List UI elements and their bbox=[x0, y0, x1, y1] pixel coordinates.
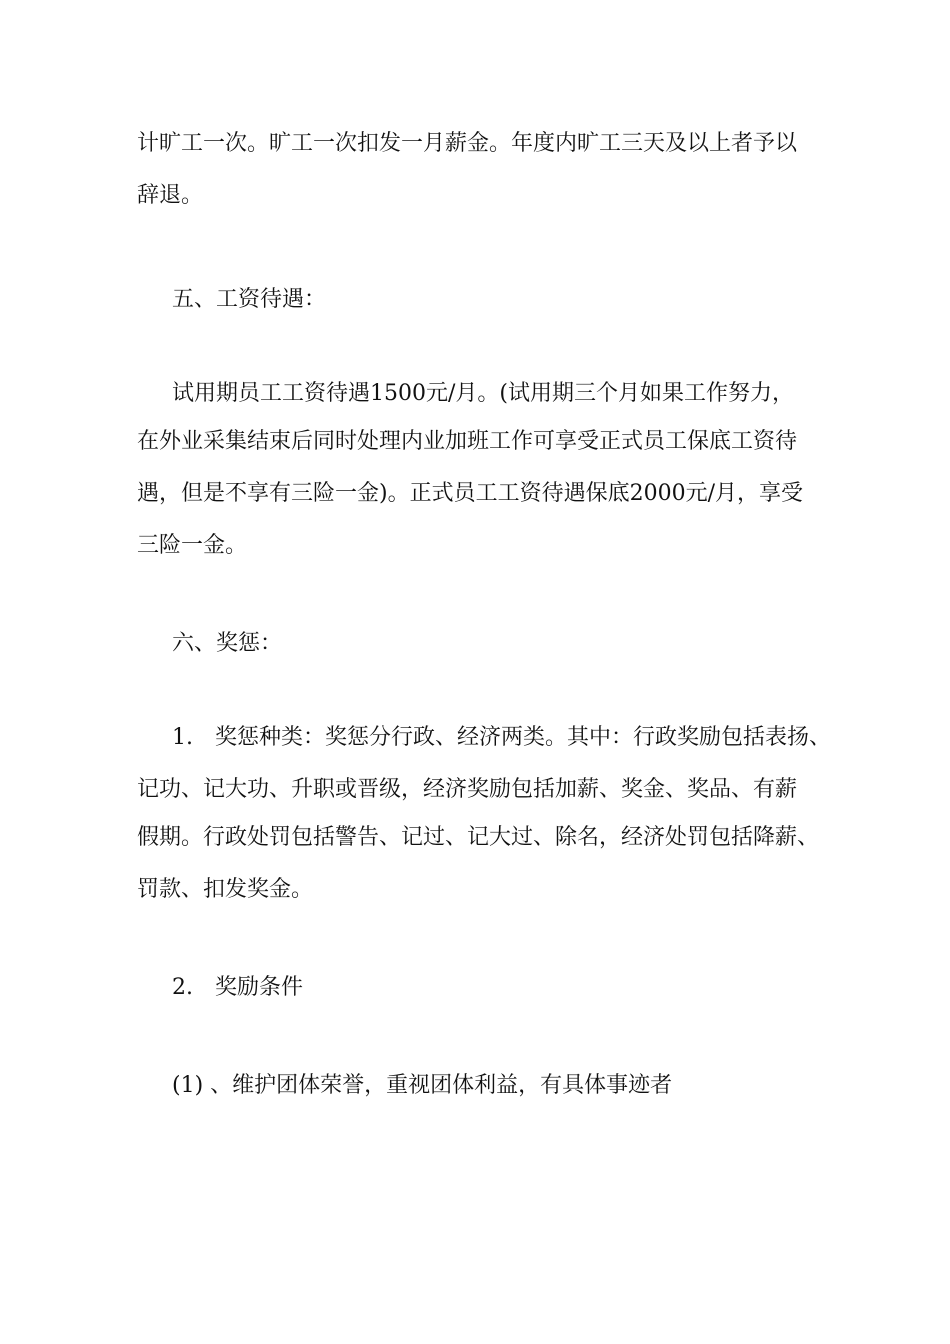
section-heading-rewards-penalties: 六、奖惩： bbox=[172, 631, 283, 656]
paragraph-reward-types-line-1: 1. 奖惩种类：奖惩分行政、经济两类。其中：行政奖励包括表扬、 bbox=[172, 725, 831, 750]
paragraph-absence-penalty-line-1: 计旷工一次。旷工一次扣发一月薪金。年度内旷工三天及以上者予以 bbox=[137, 131, 798, 156]
paragraph-reward-types-line-4: 罚款、扣发奖金。 bbox=[137, 877, 314, 902]
paragraph-salary-line-3: 遇，但是不享有三险一金)。正式员工工资待遇保底2000元/月，享受 bbox=[137, 481, 803, 506]
section-heading-salary: 五、工资待遇： bbox=[172, 287, 327, 312]
paragraph-salary-line-1: 试用期员工工资待遇1500元/月。(试用期三个月如果工作努力， bbox=[172, 381, 794, 406]
list-item-reward-condition-1: (1) 、维护团体荣誉，重视团体利益，有具体事迹者 bbox=[172, 1073, 673, 1098]
paragraph-absence-penalty-line-2: 辞退。 bbox=[137, 183, 204, 208]
paragraph-reward-types-line-2: 记功、记大功、升职或晋级，经济奖励包括加薪、奖金、奖品、有薪 bbox=[137, 777, 798, 802]
paragraph-salary-line-4: 三险一金。 bbox=[137, 533, 248, 558]
subheading-reward-conditions: 2. 奖励条件 bbox=[172, 975, 303, 1000]
paragraph-salary-line-2: 在外业采集结束后同时处理内业加班工作可享受正式员工保底工资待 bbox=[137, 429, 798, 454]
paragraph-reward-types-line-3: 假期。行政处罚包括警告、记过、记大过、除名，经济处罚包括降薪、 bbox=[137, 825, 820, 850]
